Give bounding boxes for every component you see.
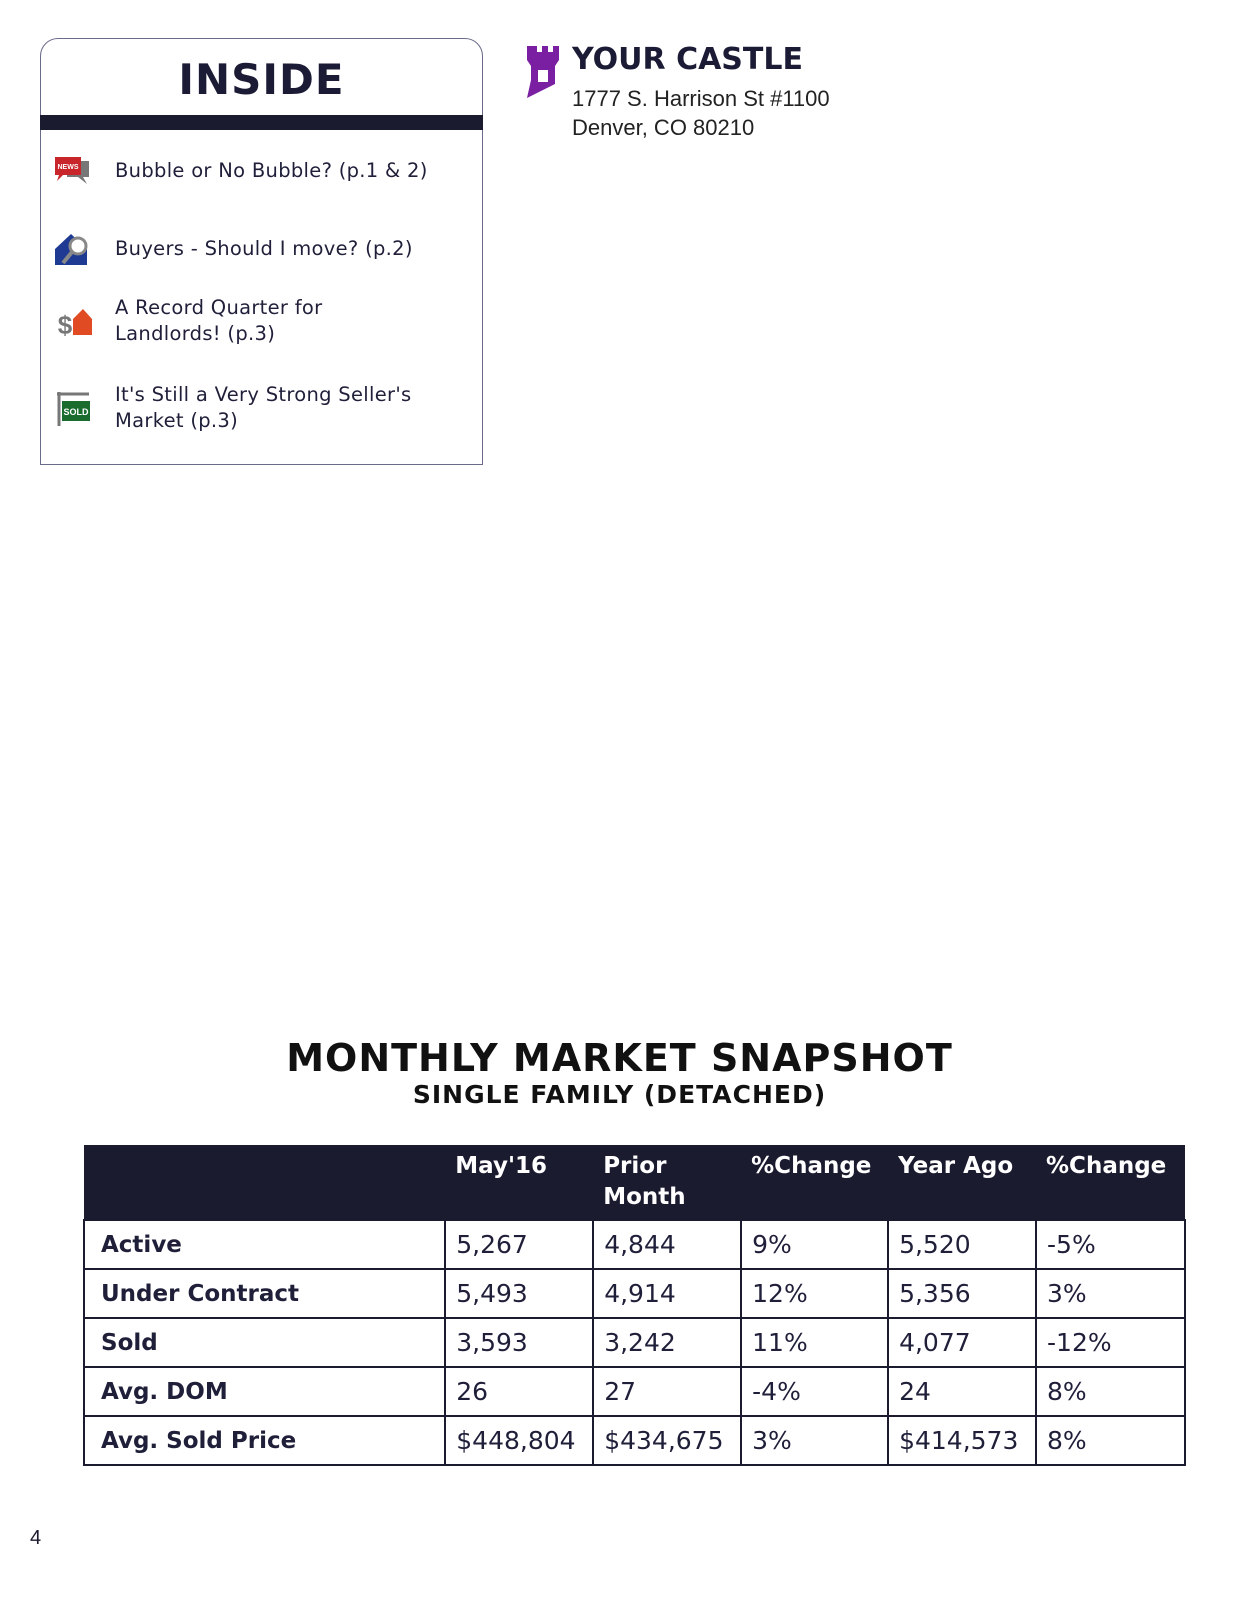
table-cell: 4,914: [593, 1269, 741, 1318]
house-search-icon: [53, 229, 93, 269]
table-cell: $414,573: [888, 1416, 1036, 1465]
company-address-line2: Denver, CO 80210: [572, 115, 755, 140]
table-cell: 3%: [1036, 1269, 1185, 1318]
table-cell: 4,844: [593, 1220, 741, 1269]
table-header-row: [84, 1145, 1185, 1220]
svg-text:SOLD: SOLD: [63, 407, 89, 417]
table-cell: $448,804: [445, 1416, 593, 1465]
column-header: Prior Month: [593, 1145, 741, 1220]
divider: [40, 115, 483, 130]
table-cell: -12%: [1036, 1318, 1185, 1367]
snapshot-title: MONTHLY MARKET SNAPSHOT: [286, 1036, 953, 1080]
table-row: [84, 1416, 1185, 1465]
table-cell: 3%: [741, 1416, 888, 1465]
table-row: [84, 1220, 1185, 1269]
svg-text:$: $: [57, 310, 73, 340]
snapshot-subtitle: SINGLE FAMILY (DETACHED): [412, 1080, 827, 1109]
market-snapshot-table: [83, 1145, 1186, 1466]
sold-sign-icon: [53, 388, 93, 428]
table-cell: 9%: [741, 1220, 888, 1269]
table-cell: 8%: [1036, 1367, 1185, 1416]
row-label: Avg. Sold Price: [84, 1416, 445, 1465]
toc-item[interactable]: [53, 151, 428, 191]
row-label: Under Contract: [84, 1269, 445, 1318]
column-header: %Change: [1036, 1145, 1185, 1220]
news-icon: [53, 151, 93, 191]
inside-box: [40, 38, 483, 465]
table-cell: -4%: [741, 1367, 888, 1416]
table-cell: $434,675: [593, 1416, 741, 1465]
table-cell: 4,077: [888, 1318, 1036, 1367]
toc-item[interactable]: [53, 229, 413, 269]
table-row: [84, 1318, 1185, 1367]
toc-item-text: A Record Quarter for Landlords! (p.3): [115, 296, 323, 345]
column-header: [84, 1145, 445, 1220]
table-cell: 26: [445, 1367, 593, 1416]
column-header: %Change: [741, 1145, 888, 1220]
table-row: [84, 1367, 1185, 1416]
column-header: May'16: [445, 1145, 593, 1220]
table-cell: 12%: [741, 1269, 888, 1318]
table-row: [84, 1269, 1185, 1318]
row-label: Sold: [84, 1318, 445, 1367]
table-cell: 11%: [741, 1318, 888, 1367]
table-cell: 5,267: [445, 1220, 593, 1269]
table-cell: 5,493: [445, 1269, 593, 1318]
toc-item-text: It's Still a Very Strong Seller's Market (p.3): [115, 383, 412, 432]
table-cell: -5%: [1036, 1220, 1185, 1269]
toc-item[interactable]: [53, 295, 375, 347]
table-cell: 24: [888, 1367, 1036, 1416]
company-address-line1: 1777 S. Harrison St #1100: [572, 86, 830, 111]
table-cell: 8%: [1036, 1416, 1185, 1465]
row-label: Avg. DOM: [84, 1367, 445, 1416]
inside-title: INSIDE: [178, 55, 345, 104]
company-name: YOUR CASTLE: [572, 42, 803, 77]
castle-logo-icon: [525, 46, 563, 100]
row-label: Active: [84, 1220, 445, 1269]
column-header: Year Ago: [888, 1145, 1036, 1220]
toc-item[interactable]: [53, 382, 445, 434]
toc-item-text: Buyers - Should I move? (p.2): [115, 237, 413, 260]
dollar-house-icon: [53, 301, 93, 341]
table-cell: 3,593: [445, 1318, 593, 1367]
table-cell: 27: [593, 1367, 741, 1416]
page-number: 4: [30, 1527, 42, 1549]
table-cell: 5,520: [888, 1220, 1036, 1269]
table-cell: 5,356: [888, 1269, 1036, 1318]
svg-text:NEWS: NEWS: [57, 164, 79, 171]
table-cell: 3,242: [593, 1318, 741, 1367]
toc-item-text: Bubble or No Bubble? (p.1 & 2): [115, 159, 428, 182]
